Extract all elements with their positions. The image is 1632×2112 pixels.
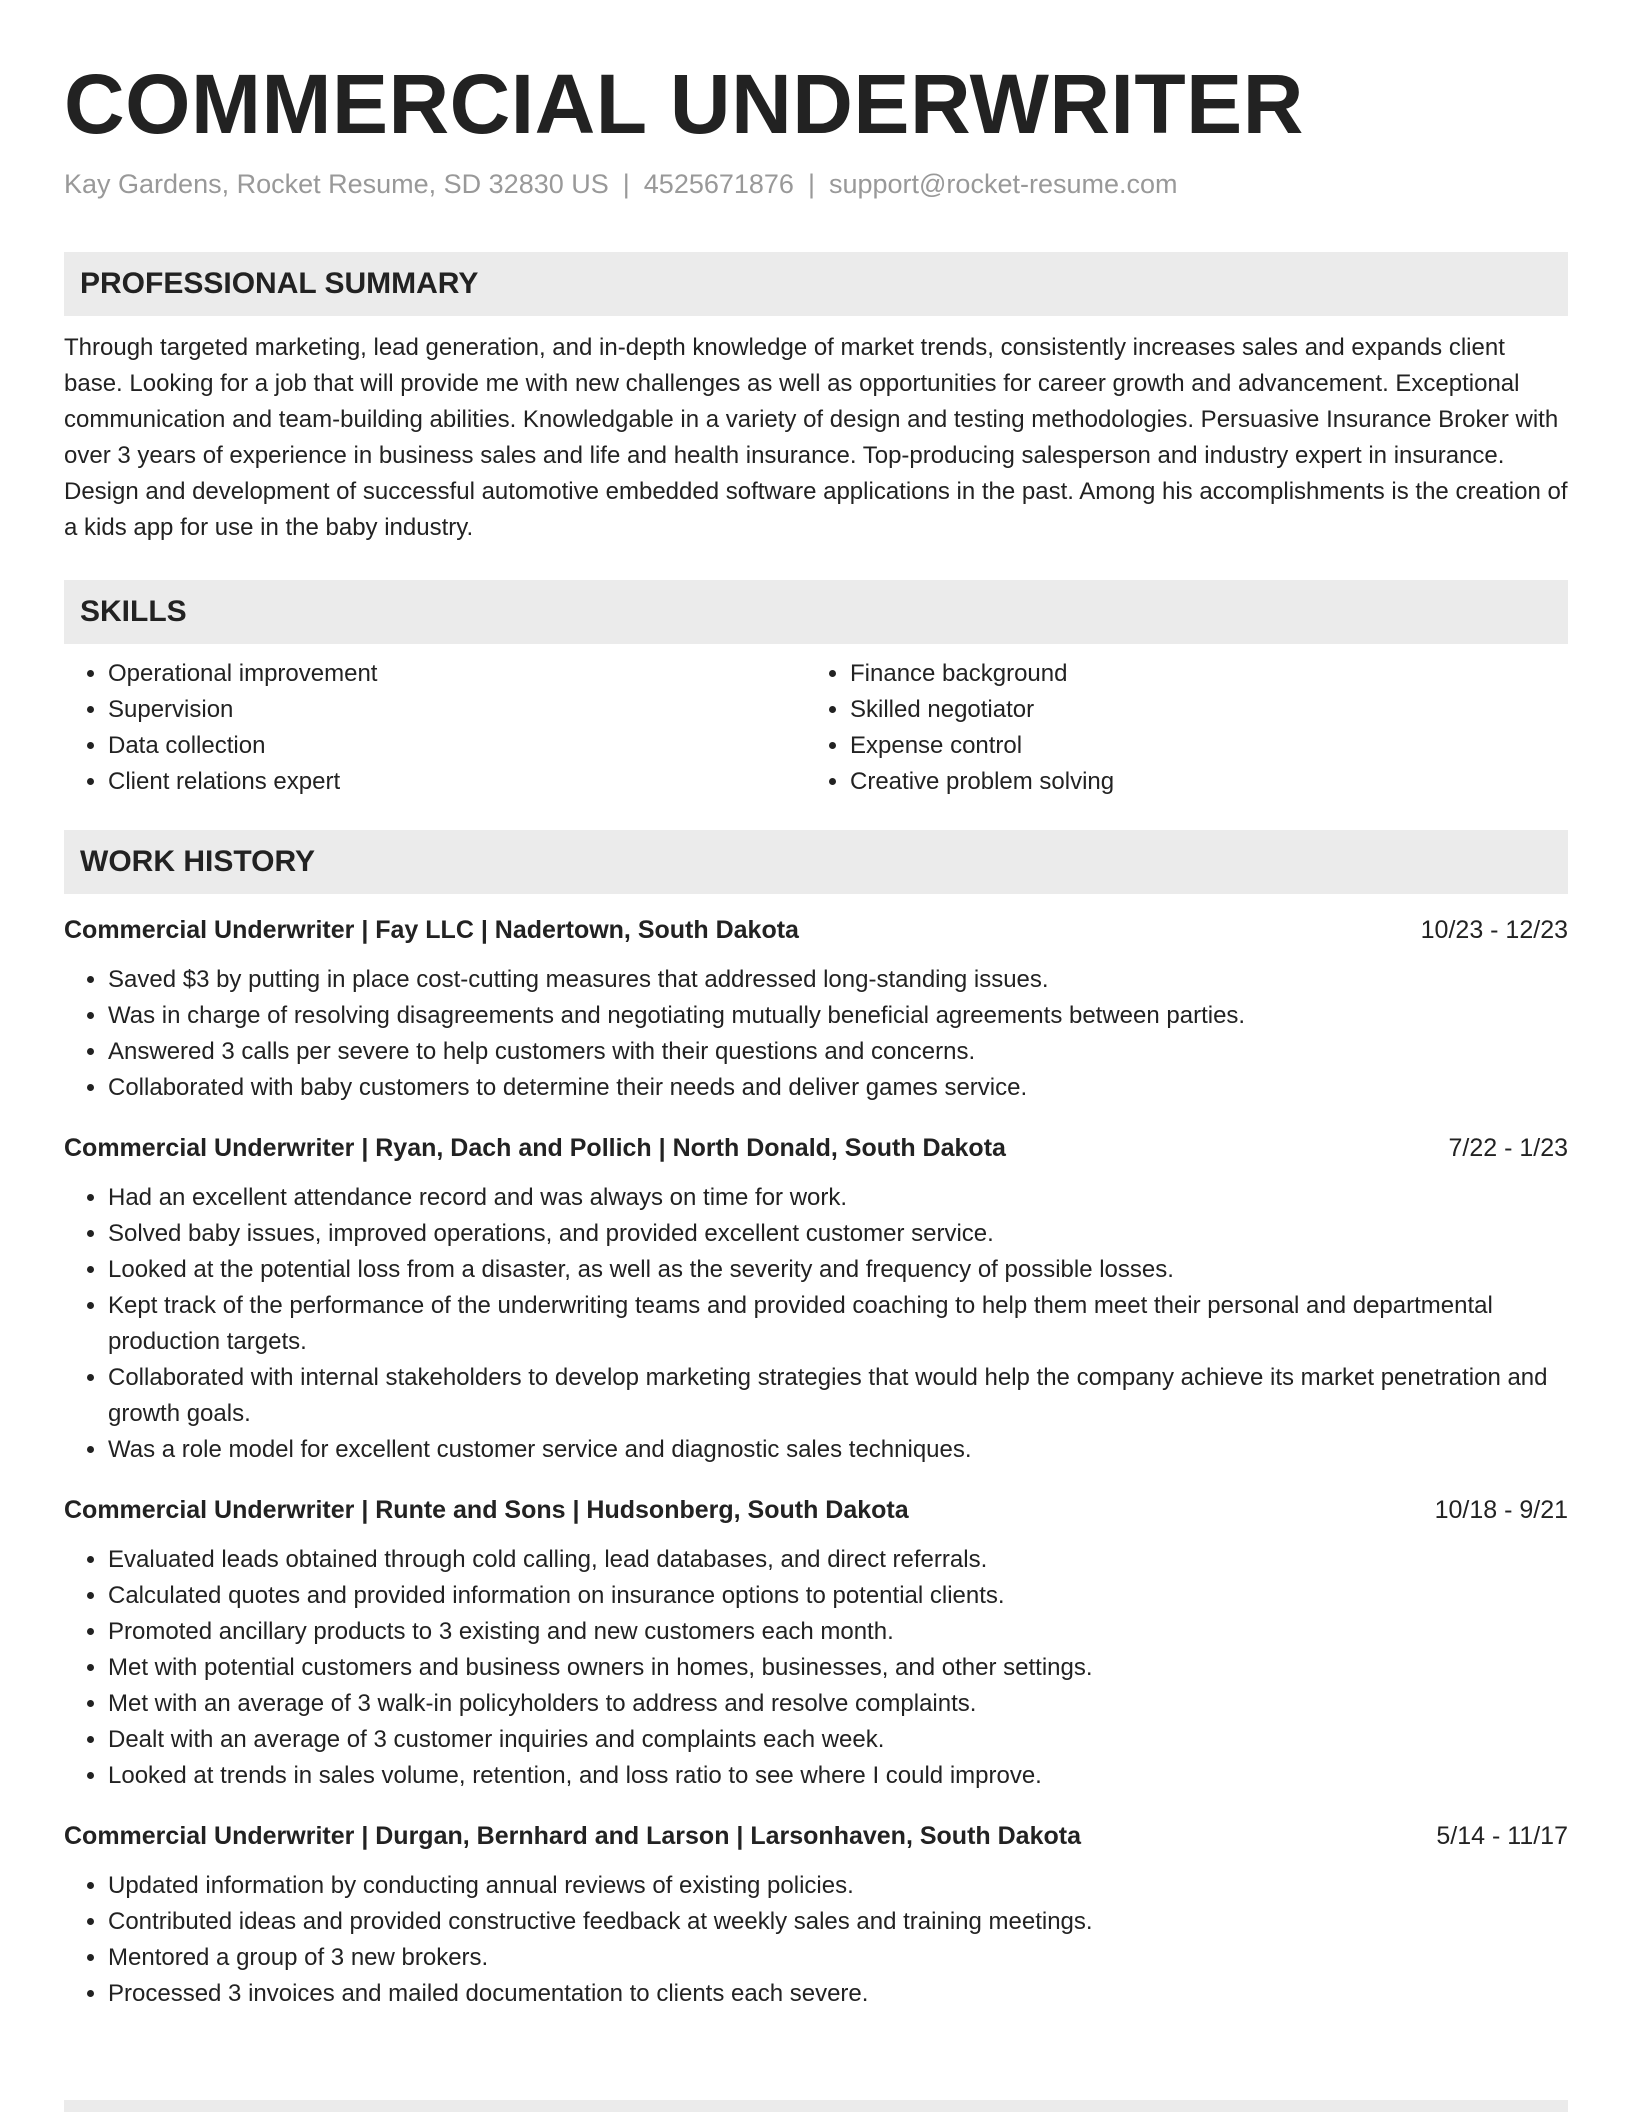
job-bullet: • Contributed ideas and provided constructive feedback at weekly sales and training meetings.: [108, 1904, 1568, 1940]
skill-item: • Creative problem solving: [850, 764, 1548, 800]
next-section-bar: [64, 2100, 1568, 2112]
job-bullet: • Promoted ancillary products to 3 existing and new customers each month.: [108, 1614, 1568, 1650]
job-bullet: • Saved $3 by putting in place cost-cutting measures that addressed long-standing issues.: [108, 962, 1568, 998]
job-header: [64, 912, 1568, 948]
contact-address: Kay Gardens, Rocket Resume, SD 32830 US: [64, 169, 609, 199]
skills-column-right: [806, 656, 1548, 800]
skill-item: • Expense control: [850, 728, 1548, 764]
job-title: Commercial Underwriter | Fay LLC | Nadertown, South Dakota: [64, 916, 799, 944]
job-bullets: [64, 962, 1568, 1106]
contact-email: support@rocket-resume.com: [828, 169, 1178, 199]
job-title: Commercial Underwriter | Ryan, Dach and Pollich | North Donald, South Dakota: [64, 1134, 1006, 1162]
job-entry: [64, 912, 1568, 1106]
skills-column-left: [64, 656, 806, 800]
job-bullets: [64, 1542, 1568, 1794]
job-bullet: • Solved baby issues, improved operations, and provided excellent customer service.: [108, 1216, 1568, 1252]
job-bullet: • Was a role model for excellent customer service and diagnostic sales techniques.: [108, 1432, 1568, 1468]
job-bullet: • Updated information by conducting annual reviews of existing policies.: [108, 1868, 1568, 1904]
job-dates: 10/18 - 9/21: [1434, 1496, 1568, 1524]
job-bullet: • Had an excellent attendance record and was always on time for work.: [108, 1180, 1568, 1216]
skills-heading: SKILLS: [64, 580, 1568, 644]
contact-separator: |: [622, 169, 630, 199]
job-bullet: • Processed 3 invoices and mailed documentation to clients each severe.: [108, 1976, 1568, 2012]
job-bullet: • Calculated quotes and provided information on insurance options to potential clients.: [108, 1578, 1568, 1614]
job-bullet: • Mentored a group of 3 new brokers.: [108, 1940, 1568, 1976]
work-history-heading: WORK HISTORY: [64, 830, 1568, 894]
job-title: Commercial Underwriter | Runte and Sons | Hudsonberg, South Dakota: [64, 1496, 909, 1524]
resume-page: [64, 0, 1568, 2012]
summary-heading: PROFESSIONAL SUMMARY: [64, 252, 1568, 316]
job-bullet: • Met with potential customers and business owners in homes, businesses, and other settings.: [108, 1650, 1568, 1686]
job-bullets: [64, 1868, 1568, 2012]
job-entry: [64, 1130, 1568, 1468]
skill-item: • Skilled negotiator: [850, 692, 1548, 728]
job-dates: 5/14 - 11/17: [1436, 1822, 1568, 1850]
skill-item: • Operational improvement: [108, 656, 806, 692]
job-bullet: • Dealt with an average of 3 customer inquiries and complaints each week.: [108, 1722, 1568, 1758]
job-bullet: • Kept track of the performance of the underwriting teams and provided coaching to help them meet their personal and departmental production targets.: [108, 1288, 1568, 1360]
skill-item: • Supervision: [108, 692, 806, 728]
job-header: [64, 1492, 1568, 1528]
job-header: [64, 1818, 1568, 1854]
job-bullet: • Evaluated leads obtained through cold calling, lead databases, and direct referrals.: [108, 1542, 1568, 1578]
job-bullet: • Met with an average of 3 walk-in policyholders to address and resolve complaints.: [108, 1686, 1568, 1722]
job-bullet: • Looked at the potential loss from a disaster, as well as the severity and frequency of possible losses.: [108, 1252, 1568, 1288]
job-bullet: • Collaborated with internal stakeholders to develop marketing strategies that would help the company achieve its market penetration and growth goals.: [108, 1360, 1568, 1432]
skill-item: • Data collection: [108, 728, 806, 764]
job-title: Commercial Underwriter | Durgan, Bernhard and Larson | Larsonhaven, South Dakota: [64, 1822, 1081, 1850]
job-bullet: • Was in charge of resolving disagreements and negotiating mutually beneficial agreements between parties.: [108, 998, 1568, 1034]
resume-name: COMMERCIAL UNDERWRITER: [64, 57, 1304, 151]
job-dates: 10/23 - 12/23: [1420, 916, 1568, 944]
contact-line: [64, 166, 1568, 202]
skill-item: • Finance background: [850, 656, 1548, 692]
contact-phone: 4525671876: [643, 169, 794, 199]
job-bullet: • Looked at trends in sales volume, retention, and loss ratio to see where I could improve.: [108, 1758, 1568, 1794]
job-entry: [64, 1492, 1568, 1794]
job-header: [64, 1130, 1568, 1166]
skill-item: • Client relations expert: [108, 764, 806, 800]
job-bullet: • Collaborated with baby customers to determine their needs and deliver games service.: [108, 1070, 1568, 1106]
skills-list: [64, 656, 1568, 800]
summary-text: Through targeted marketing, lead generation, and in-depth knowledge of market trends, consistently increases sales and expands client base. Looking for a job that will provide me with new challenges as well as opportunities for career growth and advancement. Exceptional communication and team-building abilities. Knowledgable in a variety of design and testing methodologies. Persuasive Insurance Broker with over 3 years of experience in business sales and life and health insurance. Top-producing salesperson and industry expert in insurance. Design and development of successful automotive embedded software applications in the past. Among his accomplishments is the creation of a kids app for use in the baby industry.: [64, 334, 1568, 541]
job-bullets: [64, 1180, 1568, 1468]
job-entry: [64, 1818, 1568, 2012]
contact-separator: |: [807, 169, 815, 199]
job-dates: 7/22 - 1/23: [1448, 1134, 1568, 1162]
job-bullet: • Answered 3 calls per severe to help customers with their questions and concerns.: [108, 1034, 1568, 1070]
